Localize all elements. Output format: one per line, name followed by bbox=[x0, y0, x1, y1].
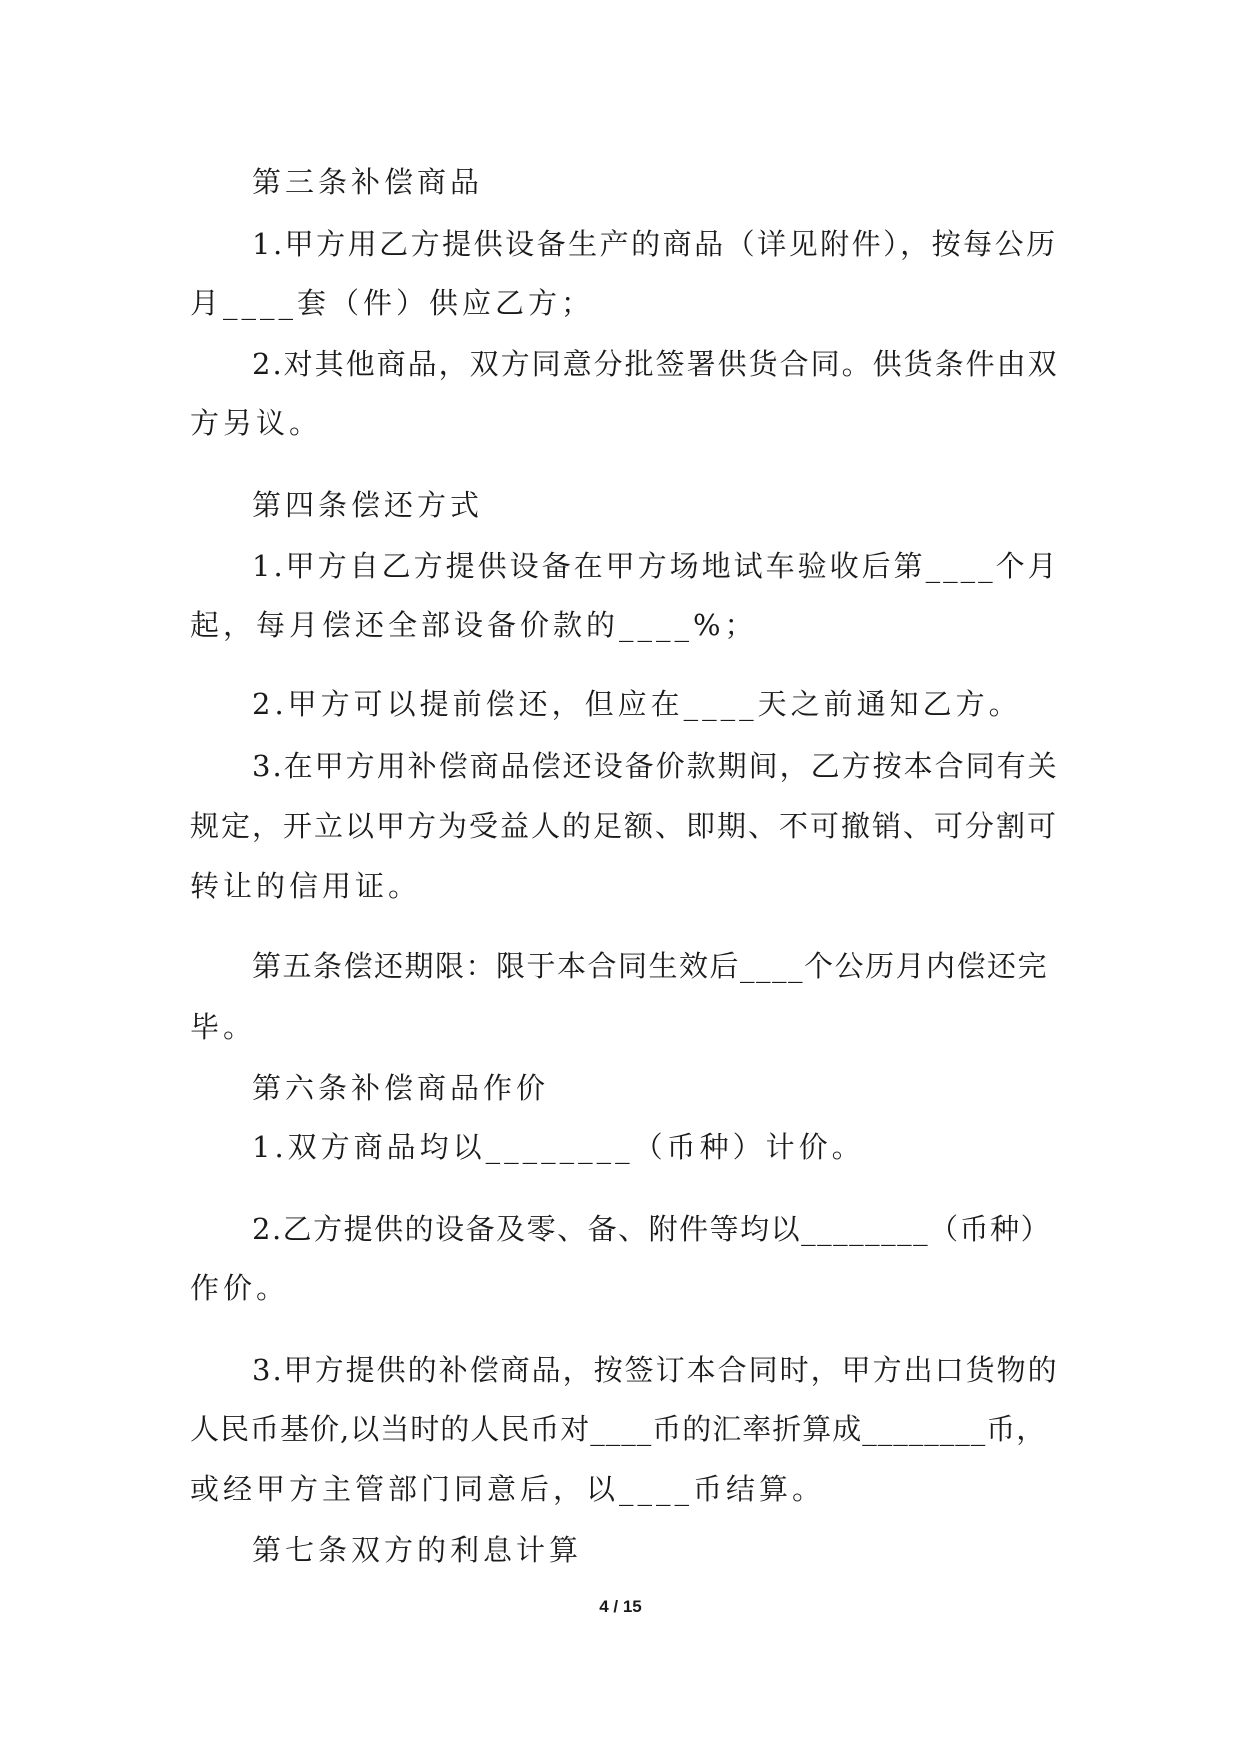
paragraph-line: 人民币基价,以当时的人民币对____币的汇率折算成________币， bbox=[190, 1412, 1047, 1446]
paragraph-line: 方另议。 bbox=[190, 406, 323, 440]
heading-article-3: 第三条补偿商品 bbox=[252, 165, 484, 199]
paragraph-line: 2.甲方可以提前偿还，但应在____天之前通知乙方。 bbox=[252, 687, 1022, 721]
paragraph-line: 规定，开立以甲方为受益人的足额、即期、不可撤销、可分割可 bbox=[190, 809, 1059, 843]
heading-article-6: 第六条补偿商品作价 bbox=[252, 1071, 550, 1105]
paragraph-line: 3.在甲方用补偿商品偿还设备价款期间，乙方按本合同有关 bbox=[252, 749, 1059, 783]
paragraph-line: 1.甲方自乙方提供设备在甲方场地试车验收后第____个月 bbox=[252, 549, 1060, 583]
paragraph-line: 3.甲方提供的补偿商品，按签订本合同时，甲方出口货物的 bbox=[252, 1353, 1059, 1387]
paragraph-line: 1.双方商品均以________（币种）计价。 bbox=[252, 1130, 865, 1164]
paragraph-line: 1.甲方用乙方提供设备生产的商品（详见附件），按每公历 bbox=[252, 227, 1058, 261]
paragraph-line: 作价。 bbox=[190, 1271, 290, 1305]
paragraph-line: 月____套（件）供应乙方； bbox=[190, 286, 595, 320]
heading-article-7: 第七条双方的利息计算 bbox=[252, 1533, 583, 1567]
paragraph-line: 起，每月偿还全部设备价款的____%； bbox=[190, 608, 758, 642]
heading-article-4: 第四条偿还方式 bbox=[252, 488, 484, 522]
paragraph-line: 毕。 bbox=[190, 1010, 257, 1044]
page-number: 4 / 15 bbox=[599, 1597, 642, 1616]
paragraph-line: 或经甲方主管部门同意后，以____币结算。 bbox=[190, 1472, 826, 1506]
heading-article-5: 第五条偿还期限：限于本合同生效后____个公历月内偿还完 bbox=[252, 949, 1049, 983]
paragraph-line: 2.对其他商品，双方同意分批签署供货合同。供货条件由双 bbox=[252, 347, 1059, 381]
paragraph-line: 转让的信用证。 bbox=[190, 869, 422, 903]
paragraph-line: 2.乙方提供的设备及零、备、附件等均以________（币种） bbox=[252, 1212, 1052, 1246]
